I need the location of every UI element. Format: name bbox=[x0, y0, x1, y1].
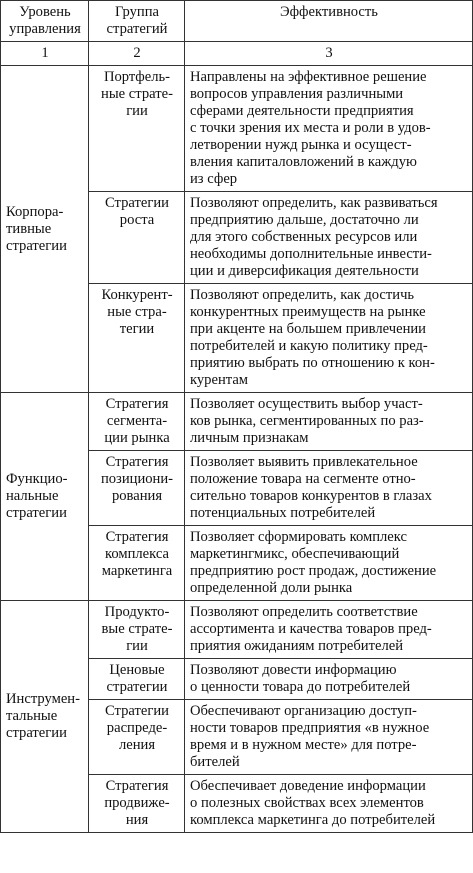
group-cell: Ценовые стратегии bbox=[89, 659, 185, 700]
efficiency-cell: Обеспечивает доведение информации о полезных свойствах всех элементов комплекса маркетинга до потребителей bbox=[185, 775, 473, 833]
efficiency-cell: Позволяют определить, как развиваться предприятию дальше, достаточно ли для этого собственных ресурсов или необходимы дополнительные инвести- ции и диверсификация деятельности bbox=[185, 192, 473, 284]
group-cell: Стратегии роста bbox=[89, 192, 185, 284]
column-number: 1 bbox=[1, 42, 89, 66]
level-corporate: Корпора- тивные стратегии bbox=[1, 66, 89, 393]
efficiency-cell: Позволяет осуществить выбор участ- ков рынка, сегментированных по раз- личным признакам bbox=[185, 393, 473, 451]
efficiency-cell: Обеспечивают организацию доступ- ности товаров предприятия «в нужное время и в нужном месте» для потре- бителей bbox=[185, 700, 473, 775]
group-cell: Стратегия продвиже- ния bbox=[89, 775, 185, 833]
group-cell: Стратегия комплекса маркетинга bbox=[89, 526, 185, 601]
table-row bbox=[1, 393, 473, 451]
efficiency-cell: Направлены на эффективное решение вопросов управления различными сферами деятельности предприятия с точки зрения их места и роли в удов- летворении нужд рынка и осущест- вления капиталовложений в каждую из сфер bbox=[185, 66, 473, 192]
column-number: 3 bbox=[185, 42, 473, 66]
level-functional: Функцио- нальные стратегии bbox=[1, 393, 89, 601]
table-row bbox=[1, 66, 473, 192]
group-cell: Стратегия сегментa- ции рынка bbox=[89, 393, 185, 451]
efficiency-cell: Позволяет выявить привлекательное положение товара на сегменте отно- сительно товаров конкурентов в глазах потенциальных потребителей bbox=[185, 451, 473, 526]
group-cell: Портфель- ные страте- гии bbox=[89, 66, 185, 192]
efficiency-cell: Позволяют определить соответствие ассортимента и качества товаров пред- приятия ожиданиям потребителей bbox=[185, 601, 473, 659]
table-row bbox=[1, 601, 473, 659]
efficiency-cell: Позволяют определить, как достичь конкурентных преимуществ на рынке при акценте на большем привлечении потребителей и какую политику пред- приятию выбрать по отношению к кон- курентам bbox=[185, 284, 473, 393]
efficiency-cell: Позволяет сформировать комплекс маркетингмикс, обеспечивающий предприятию рост продаж, достижение определенной доли рынка bbox=[185, 526, 473, 601]
header-level: Уровень управления bbox=[1, 1, 89, 42]
column-number: 2 bbox=[89, 42, 185, 66]
header-efficiency: Эффективность bbox=[185, 1, 473, 42]
group-cell: Стратегия позициони- рования bbox=[89, 451, 185, 526]
level-instrumental: Инструмен- тальные стратегии bbox=[1, 601, 89, 833]
efficiency-cell: Позволяют довести информацию о ценности товара до потребителей bbox=[185, 659, 473, 700]
group-cell: Конкурент- ные стра- тегии bbox=[89, 284, 185, 393]
column-number-row bbox=[1, 42, 473, 66]
header-group: Группа стратегий bbox=[89, 1, 185, 42]
group-cell: Стратегии распреде- ления bbox=[89, 700, 185, 775]
header-row bbox=[1, 1, 473, 42]
group-cell: Продукто- вые страте- гии bbox=[89, 601, 185, 659]
